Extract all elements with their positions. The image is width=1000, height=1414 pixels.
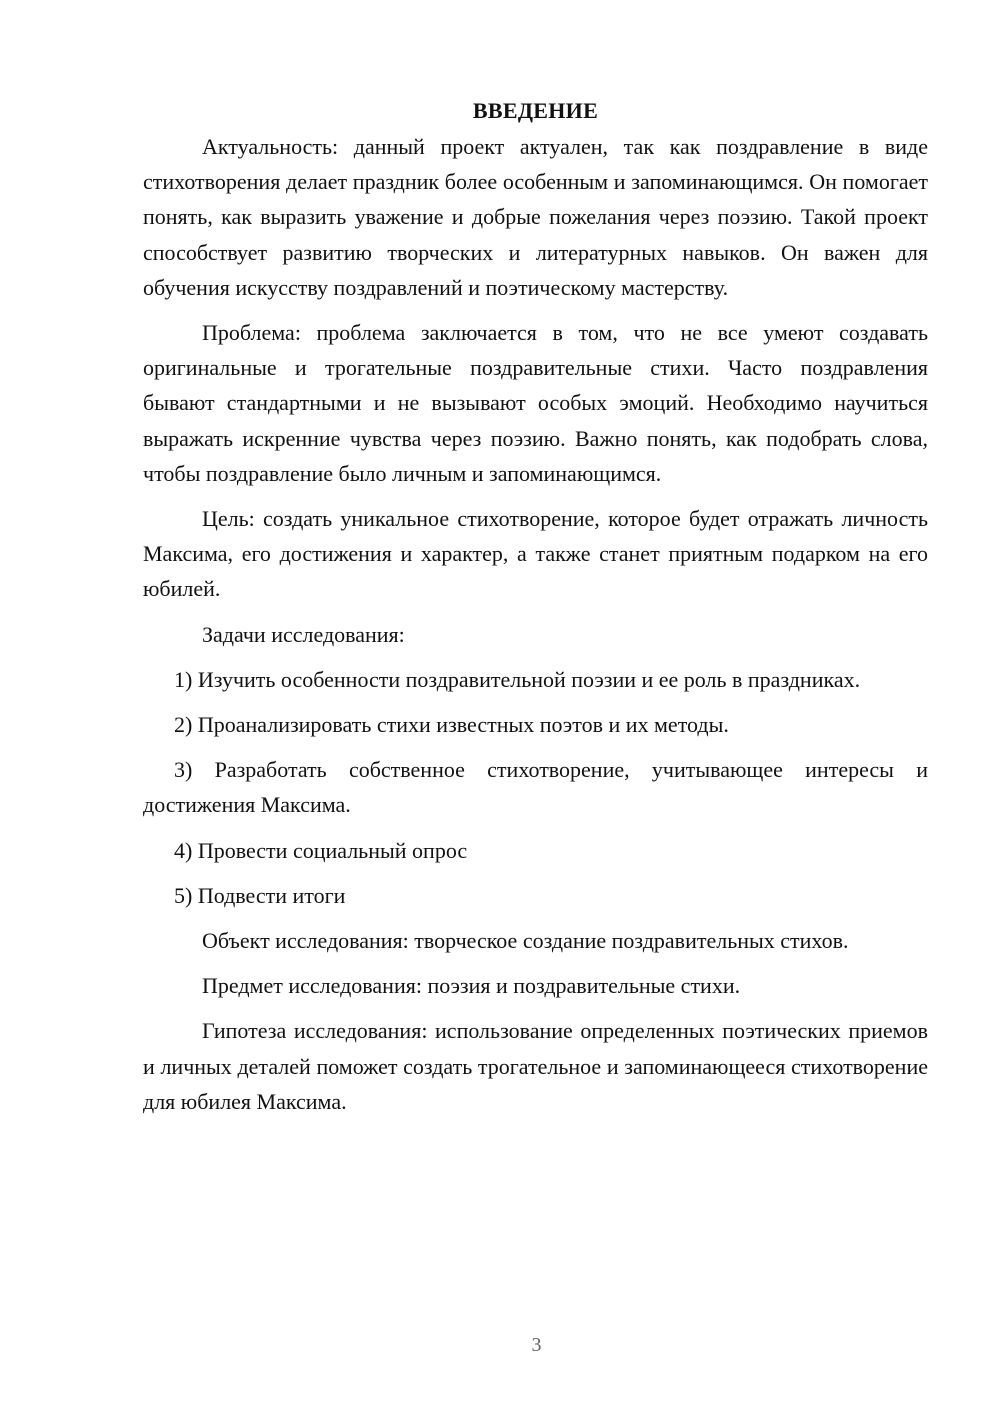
page-number: 3 <box>531 1334 542 1356</box>
paragraph-problem: Проблема: проблема заключается в том, что не все умеют создавать оригинальные и трогательные поздравительные стихи. Часто поздравления бывают стандартными и не вызывают особых эмоций. Необходимо научиться выражать искренние чувства через поэзию. Важно понять, как подобрать слова, чтобы поздравление было личным и запоминающимся. <box>143 320 928 486</box>
task-item-3: 3) Разработать собственное стихотворение, учитывающее интересы и достижения Максима. <box>143 757 928 818</box>
task-item-1: 1) Изучить особенности поздравительной поэзии и ее роль в праздниках. <box>174 666 861 692</box>
paragraph-object: Объект исследования: творческое создание поздравительных стихов. <box>202 928 849 954</box>
document-page <box>143 96 928 1119</box>
paragraph-relevance: Актуальность: данный проект актуален, так как поздравление в виде стихотворения делает праздник более особенным и запоминающимся. Он помогает понять, как выразить уважение и добрые пожелания через поэзию. Такой проект способствует развитию творческих и литературных навыков. Он важен для обучения искусству поздравлений и поэтическому мастерству. <box>143 134 928 300</box>
task-item-2: 2) Проанализировать стихи известных поэтов и их методы. <box>174 712 729 738</box>
paragraph-subject: Предмет исследования: поэзия и поздравительные стихи. <box>202 973 741 999</box>
paragraph-tasks-heading: Задачи исследования: <box>202 621 405 647</box>
task-item-4: 4) Провести социальный опрос <box>174 837 468 863</box>
paragraph-hypothesis: Гипотеза исследования: использование определенных поэтических приемов и личных деталей поможет создать трогательное и запоминающееся стихотворение для юбилея Максима. <box>143 1018 928 1114</box>
page-title: ВВЕДЕНИЕ <box>472 98 599 123</box>
task-item-5: 5) Подвести итоги <box>174 882 346 908</box>
paragraph-goal: Цель: создать уникальное стихотворение, которое будет отражать личность Максима, его достижения и характер, а также станет приятным подарком на его юбилей. <box>143 506 928 602</box>
